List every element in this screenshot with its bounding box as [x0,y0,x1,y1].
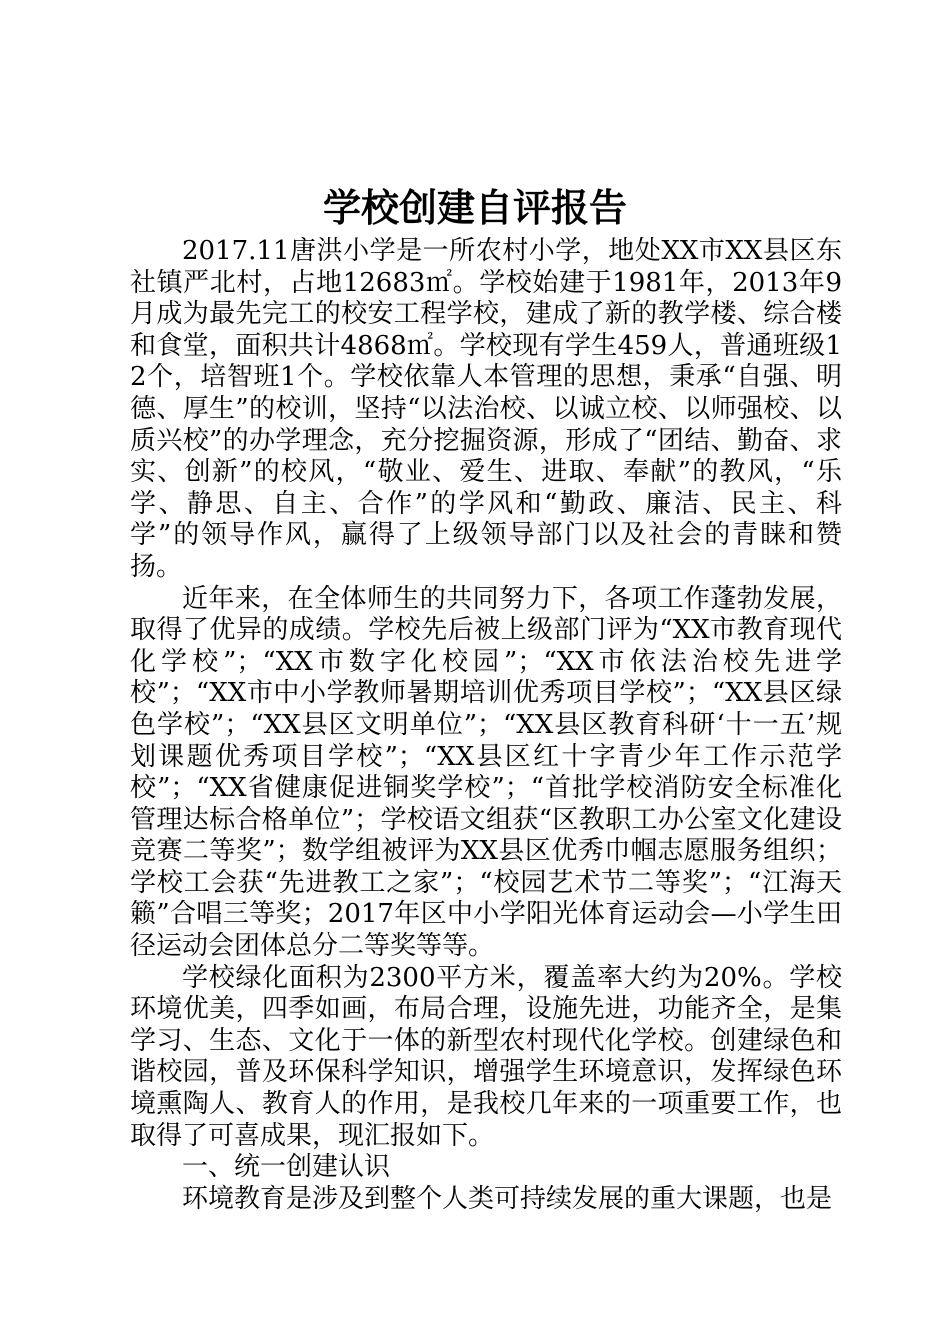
document-title: 学校创建自评报告 [322,185,627,230]
paragraph-environment-education: 环境教育是涉及到整个人类可持续发展的重大课题，也是 [182,1183,833,1214]
section-heading-1: 一、统一创建认识 [182,1152,391,1183]
document-body [130,236,842,1215]
paragraph-greening: 学校绿化面积为2300平方米，覆盖率大约为20%。学校环境优美，四季如画，布局合理，设施先进，功能齐全，是集学习、生态、文化于一体的新型农村现代化学校。创建绿色和谐校园，普及环保科学知识，增强学生环境意识，发挥绿色环境熏陶人、教育人的作用，是我校几年来的一项重要工作，也取得了可喜成果，现汇报如下。 [130,962,842,1151]
paragraph-achievements: 近年来，在全体师生的共同努力下，各项工作蓬勃发展，取得了优异的成绩。学校先后被上级部门评为“XX市教育现代化学校”；“XX市数字化校园”；“XX市依法治校先进学校”；“XX市中小学教师暑期培训优秀项目学校”；“XX县区绿色学校”；“XX县区文明单位”；“XX县区教育科研‘十一五’规划课题优秀项目学校”；“XX县区红十字青少年工作示范学校”；“XX省健康促进铜奖学校”；“首批学校消防安全标准化管理达标合格单位”；学校语文组获“区教职工办公室文化建设竞赛二等奖”；数学组被评为XX县区优秀巾帼志愿服务组织；学校工会获“先进教工之家”；“校园艺术节二等奖”；“江海天籁”合唱三等奖；2017年区中小学阳光体育运动会—小学生田径运动会团体总分二等奖等等。 [130,583,842,962]
paragraph-intro: 2017.11唐洪小学是一所农村小学，地处XX市XX县区东社镇严北村，占地12683㎡。学校始建于1981年，2013年9月成为最先完工的校安工程学校，建成了新的教学楼、综合楼和食堂，面积共计4868㎡。学校现有学生459人，普通班级12个，培智班1个。学校依靠人本管理的思想，秉承“自强、明德、厚生”的校训，坚持“以法治校、以诚立校、以师强校、以质兴校”的办学理念，充分挖掘资源，形成了“团结、勤奋、求实、创新”的校风，“敬业、爱生、进取、奉献”的教风，“乐学、静思、自主、合作”的学风和“勤政、廉洁、民主、科学”的领导作风，赢得了上级领导部门以及社会的青睐和赞扬。 [130,236,842,582]
